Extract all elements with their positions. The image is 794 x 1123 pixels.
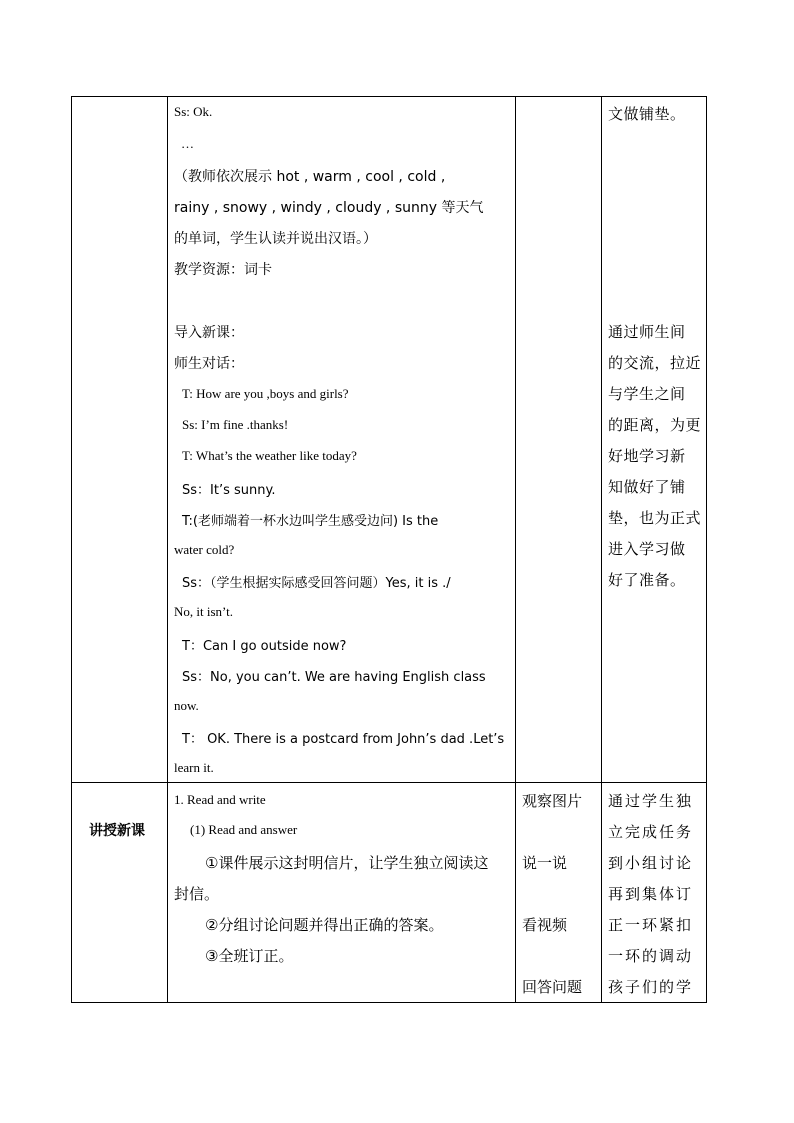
table-border-left bbox=[71, 96, 72, 1002]
content-line: (1) Read and answer bbox=[190, 822, 298, 837]
intent-line: 通过师生间 bbox=[608, 323, 686, 341]
content-line: 导入新课： bbox=[174, 325, 244, 341]
activity-item: 说一说 bbox=[522, 854, 568, 872]
content-line: rainy , snowy , windy , cloudy , sunny 等天气 bbox=[174, 200, 484, 216]
content-line: No, it isn’t. bbox=[174, 604, 233, 619]
intent-line: 到小组讨论 bbox=[608, 854, 694, 872]
content-line: now. bbox=[174, 698, 199, 713]
intent-line: 正一环紧扣 bbox=[608, 916, 694, 934]
intent-line: 文做铺垫。 bbox=[608, 105, 686, 123]
table-column-divider bbox=[167, 96, 168, 1002]
intent-line: 知做好了铺 bbox=[608, 478, 686, 496]
activity-item: 观察图片 bbox=[522, 792, 583, 810]
table-border-right bbox=[706, 96, 707, 1002]
intent-line: 立完成任务 bbox=[608, 823, 694, 841]
content-line: （教师依次展示 hot , warm , cool , cold , bbox=[174, 169, 446, 185]
content-line: 教学资源：词卡 bbox=[174, 262, 272, 278]
intent-line: 再到集体订 bbox=[608, 885, 694, 903]
content-line: T：Can I go outside now? bbox=[182, 639, 347, 654]
stage-label: 讲授新课 bbox=[89, 823, 145, 839]
content-line: T： OK. There is a postcard from John’s dad .Let’s bbox=[182, 732, 505, 747]
intent-line: 垫，也为正式 bbox=[608, 509, 702, 527]
content-line: Ss：It’s sunny. bbox=[182, 483, 276, 498]
activity-item: 看视频 bbox=[522, 916, 568, 934]
content-line: Ss: Ok. bbox=[174, 104, 213, 119]
content-line: water cold? bbox=[174, 542, 235, 557]
content-line: ②分组讨论问题并得出正确的答案。 bbox=[205, 916, 444, 934]
content-line: Ss：（学生根据实际感受回答问题）Yes, it is ./ bbox=[182, 576, 451, 591]
intent-line: 与学生之间 bbox=[608, 385, 686, 403]
table-column-divider bbox=[515, 96, 516, 1002]
content-line: Ss: I’m fine .thanks! bbox=[182, 417, 289, 432]
content-line: 封信。 bbox=[174, 885, 220, 903]
content-line: T: What’s the weather like today? bbox=[182, 448, 357, 463]
content-line: T: How are you ,boys and girls? bbox=[182, 386, 349, 401]
activity-item: 回答问题 bbox=[522, 978, 583, 996]
content-line: 师生对话： bbox=[174, 356, 244, 372]
intent-line: 孩子们的学 bbox=[608, 978, 694, 996]
content-line: T:(老师端着一杯水边叫学生感受边问) Is the bbox=[182, 514, 439, 529]
content-line: 1. Read and write bbox=[174, 792, 266, 807]
table-border-bottom bbox=[71, 1002, 707, 1003]
content-line: Ss：No, you can’t. We are having English class bbox=[182, 670, 486, 685]
content-line: ③全班订正。 bbox=[205, 947, 294, 965]
intent-line: 通过学生独 bbox=[608, 792, 694, 810]
intent-line: 进入学习做 bbox=[608, 540, 686, 558]
intent-line: 一环的调动 bbox=[608, 947, 694, 965]
intent-line: 好地学习新 bbox=[608, 447, 686, 465]
content-line: 的单词，学生认读并说出汉语。） bbox=[174, 231, 377, 247]
content-line: learn it. bbox=[174, 760, 214, 775]
intent-line: 好了准备。 bbox=[608, 571, 686, 589]
content-line: ①课件展示这封明信片，让学生独立阅读这 bbox=[205, 854, 489, 872]
intent-line: 的距离，为更 bbox=[608, 416, 702, 434]
intent-line: 的交流，拉近 bbox=[608, 354, 702, 372]
table-column-divider bbox=[601, 96, 602, 1002]
content-line: … bbox=[181, 136, 194, 151]
